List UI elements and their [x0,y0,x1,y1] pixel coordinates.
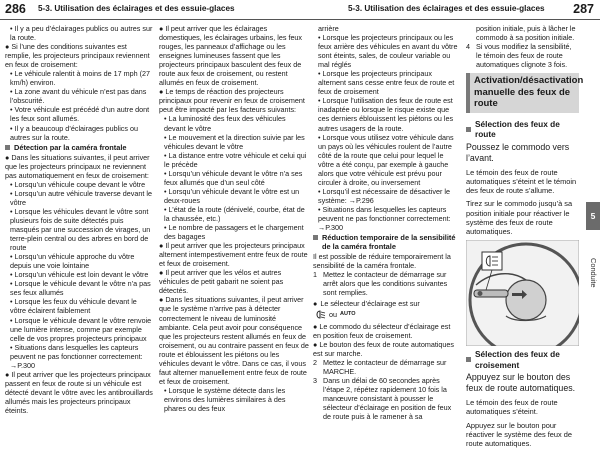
list-item: • Il y a beaucoup d’éclairages publics ou autres sur la route. [10,123,138,142]
camera-detection-heading: Détection par la caméra frontale [5,143,153,152]
paragraph: ● Le temps de réaction des projecteurs principaux pour revenir en feux de croisement peut être impacté par les facteurs suivants: [159,87,305,115]
low-beam-icon [313,310,326,319]
list-item: ● Le bouton des feux de route automatiques est sur marche. [313,339,455,358]
list-item: • Lorsque le véhicule devant le vôtre n’a pas ses feux allumés [10,279,151,298]
list-item: • La zone avant du véhicule n’est pas dans l’obscurité. [10,87,147,106]
list-item: ● Si l’une des conditions suivantes est remplie, les projecteurs principaux reviennent en feux de croisement: [5,42,150,70]
column-2 [159,24,309,413]
list-item: • Lorsque le système détecte dans les environs des lumières similaires à des phares ou des feux [164,385,286,413]
list-item: • Lorsque les feux du véhicule devant le vôtre éclairent faiblement [10,297,137,316]
list-item: • Lorsque l’utilisation des feux de route est inadaptée ou lorsque le risque existe que ces derniers éblouissent les piétons ou les autres usagers de la route. [318,96,454,133]
list-item: • Lorsque vous utilisez votre véhicule dans un pays où les véhicules roulent de l’autre côté de la route que celui pour lequel le vôtre a été conçu, par exemple à gauche alors que votre véhicule est prévu pour circuler à droite, ou inversement [318,132,454,187]
continued-text: position initiale, puis à lâcher le commodo à sa position initiale. [476,24,576,43]
or-text: ou [329,310,337,320]
column-4 [466,24,584,452]
list-item: • Lorsque les projecteurs principaux alternent sans cesse entre feux de route et feux de croisement [318,69,455,97]
list-item: • Il y a peu d’éclairages publics ou autres sur la route. [10,24,153,43]
chapter-label: Conduite [589,258,598,288]
selector-line: ● Le sélecteur d’éclairage est sur [313,299,420,309]
step-3: 3 Dans un délai de 60 secondes après l’étape 2, répétez rapidement 10 fois la manœuvre consistant à pousser le sélecteur d’éclairage en position de feux de route puis à le ramener à sa [313,375,452,421]
column-1 [5,24,153,415]
list-item: • Lorsqu’il est nécessaire de désactiver le système: →P.296 [318,186,450,205]
list-item: • Lorsqu’un véhicule devant le vôtre n’a ses feux allumés que d’un seul côté [164,168,303,187]
square-bullet-icon [466,127,471,132]
low-beam-subheading: Sélection des feux de croisement [466,349,579,370]
steering-stalk-illustration [466,240,579,346]
step-4: 4 Si vous modifiez la sensibilité, le témoin des feux de route automatiques clignote 3 fois. [466,42,572,70]
right-section-title: 5-3. Utilisation des éclairages et des essuie-glaces [348,4,545,13]
right-page-number: 287 [573,2,594,16]
list-item: • Lorsqu’un véhicule coupe devant le vôtre [10,179,146,189]
step-2: 2 Mettez le contacteur de démarrage sur MARCHE. [313,357,447,376]
list-item: • L’état de la route (dénivelé, courbe, état de la chaussée, etc.) [164,204,305,223]
camera-closing-note: ● Il peut arriver que les projecteurs principaux passent en feux de route si un véhicule est détecté devant le vôtre avec les antibrouillards allumés mais les projecteurs principaux éteints. [5,369,153,415]
list-item: • Lorsqu’un autre véhicule traverse devant le vôtre [10,188,152,207]
paragraph: ● Dans les situations suivantes, il peut arriver que le système n’arrive pas à détecter correctement le niveau de luminosité ambiante. Cela peut avoir pour conséquence que les projecteurs restent allumés en feux de croisement, ou au contraire passent en feux de route et éblouissent les piétons ou les véhicules devant le vôtre. Dans ce cas, il vous faut alterner manuellement entre feux de route et feux de croisement. [159,295,309,386]
list-item: • Lorsque les véhicules devant le vôtre sont plusieurs fois de suite détectés puis masqués par une succession de virages, un terre-plein central ou des arbres en bord de route [10,206,151,253]
list-item: • La distance entre votre véhicule et celui qui le précède [164,150,307,169]
sensitivity-reduction-heading: Réduction temporaire de la sensibilité de la caméra frontale [313,233,460,251]
high-beam-instruction: Poussez le commodo vers l’avant. [466,141,570,163]
paragraph: ● Il peut arriver que les projecteurs principaux alternent intempestivement entre feux de route et feux de croisement. [159,241,308,269]
paragraph: ● Il peut arriver que les vélos et autres véhicules de petit gabarit ne soient pas détectés. [159,268,284,296]
square-bullet-icon [5,145,10,150]
list-item: • Lorsqu’un véhicule est loin devant le vôtre [10,270,149,280]
left-page-number: 286 [5,2,26,16]
square-bullet-icon [313,235,318,240]
list-item: • Situations dans lesquelles les capteurs peuvent ne pas fonctionner correctement: →P.300 [10,342,143,370]
note: Appuyez sur le bouton pour réactiver le système des feux de route automatiques. [466,420,572,448]
note: Le témoin des feux de route automatiques s’éteint. [466,398,558,417]
list-item: • Situations dans lesquelles les capteurs peuvent ne pas fonctionner correctement: →P.300 [318,204,451,233]
continued-text: arrière [318,24,339,33]
list-item: • Le véhicule ralentit à moins de 17 mph (27 km/h) environ. [10,69,150,88]
note: Tirez sur le commodo jusqu’à sa position initiale pour réactiver le système des feux de route automatiques. [466,199,573,236]
left-section-title: 5-3. Utilisation des éclairages et des essuie-glaces [38,4,235,13]
list-item: • Le mouvement et la direction suivie par les véhicules devant le vôtre [164,132,305,151]
section-banner: Activation/désactivation manuelle des feux de route [466,73,579,113]
list-item: • Votre véhicule est précédé d’un autre dont les feux sont allumés. [10,105,150,124]
list-item: • Lorsque les projecteurs principaux ou les feux arrière des véhicules en avant du vôtre sont éteints, sales, de couleur variable ou mal réglés [318,33,458,70]
list-item: • Le nombre de passagers et le chargement des bagages [164,223,304,242]
page-header [0,0,600,20]
column-3 [313,24,460,421]
high-beam-subheading: Sélection des feux de route [466,119,579,140]
list-item: ● Le commodo du sélecteur d’éclairage est en position feux de croisement. [313,321,451,340]
note: Le témoin des feux de route automatiques s’éteint et le témoin des feux de route s’allume. [466,167,577,196]
list-item: • Lorsqu’un véhicule devant le vôtre est un deux-roues [164,186,300,205]
list-item: • Lorsqu’un véhicule approche du vôtre depuis une voie lointaine [10,252,135,271]
paragraph: ● Il peut arriver que les éclairages domestiques, les éclairages urbains, les feux rouges, les panneaux d’affichage ou les enseignes lumineuses fassent que les projecteurs principaux basculent des feux de route aux feux de croisement, ou restent allumés en feux de croisement. [159,24,303,88]
low-beam-instruction: Appuyez sur le bouton des feux de route automatiques. [466,372,576,394]
list-item: • Lorsque le véhicule devant le vôtre renvoie une lumière intense, comme par exemple celle de vos propres projecteurs principaux [10,315,152,343]
paragraph: Il est possible de réduire temporairement la sensibilité de la caméra frontale. [313,252,451,271]
auto-label: AUTO [340,311,356,318]
square-bullet-icon [466,357,471,362]
selector-icons [313,310,460,319]
chapter-tab: 5 [586,202,600,230]
list-item: • La luminosité des feux des véhicules devant le vôtre [164,114,286,133]
camera-intro: ● Dans les situations suivantes, il peut arriver que les projecteurs principaux ne reviennent pas automatiquement en feux de croisement: [5,152,150,180]
step-1: 1 Mettez le contacteur de démarrage sur arrêt alors que les conditions suivantes sont remplies. [313,270,448,298]
